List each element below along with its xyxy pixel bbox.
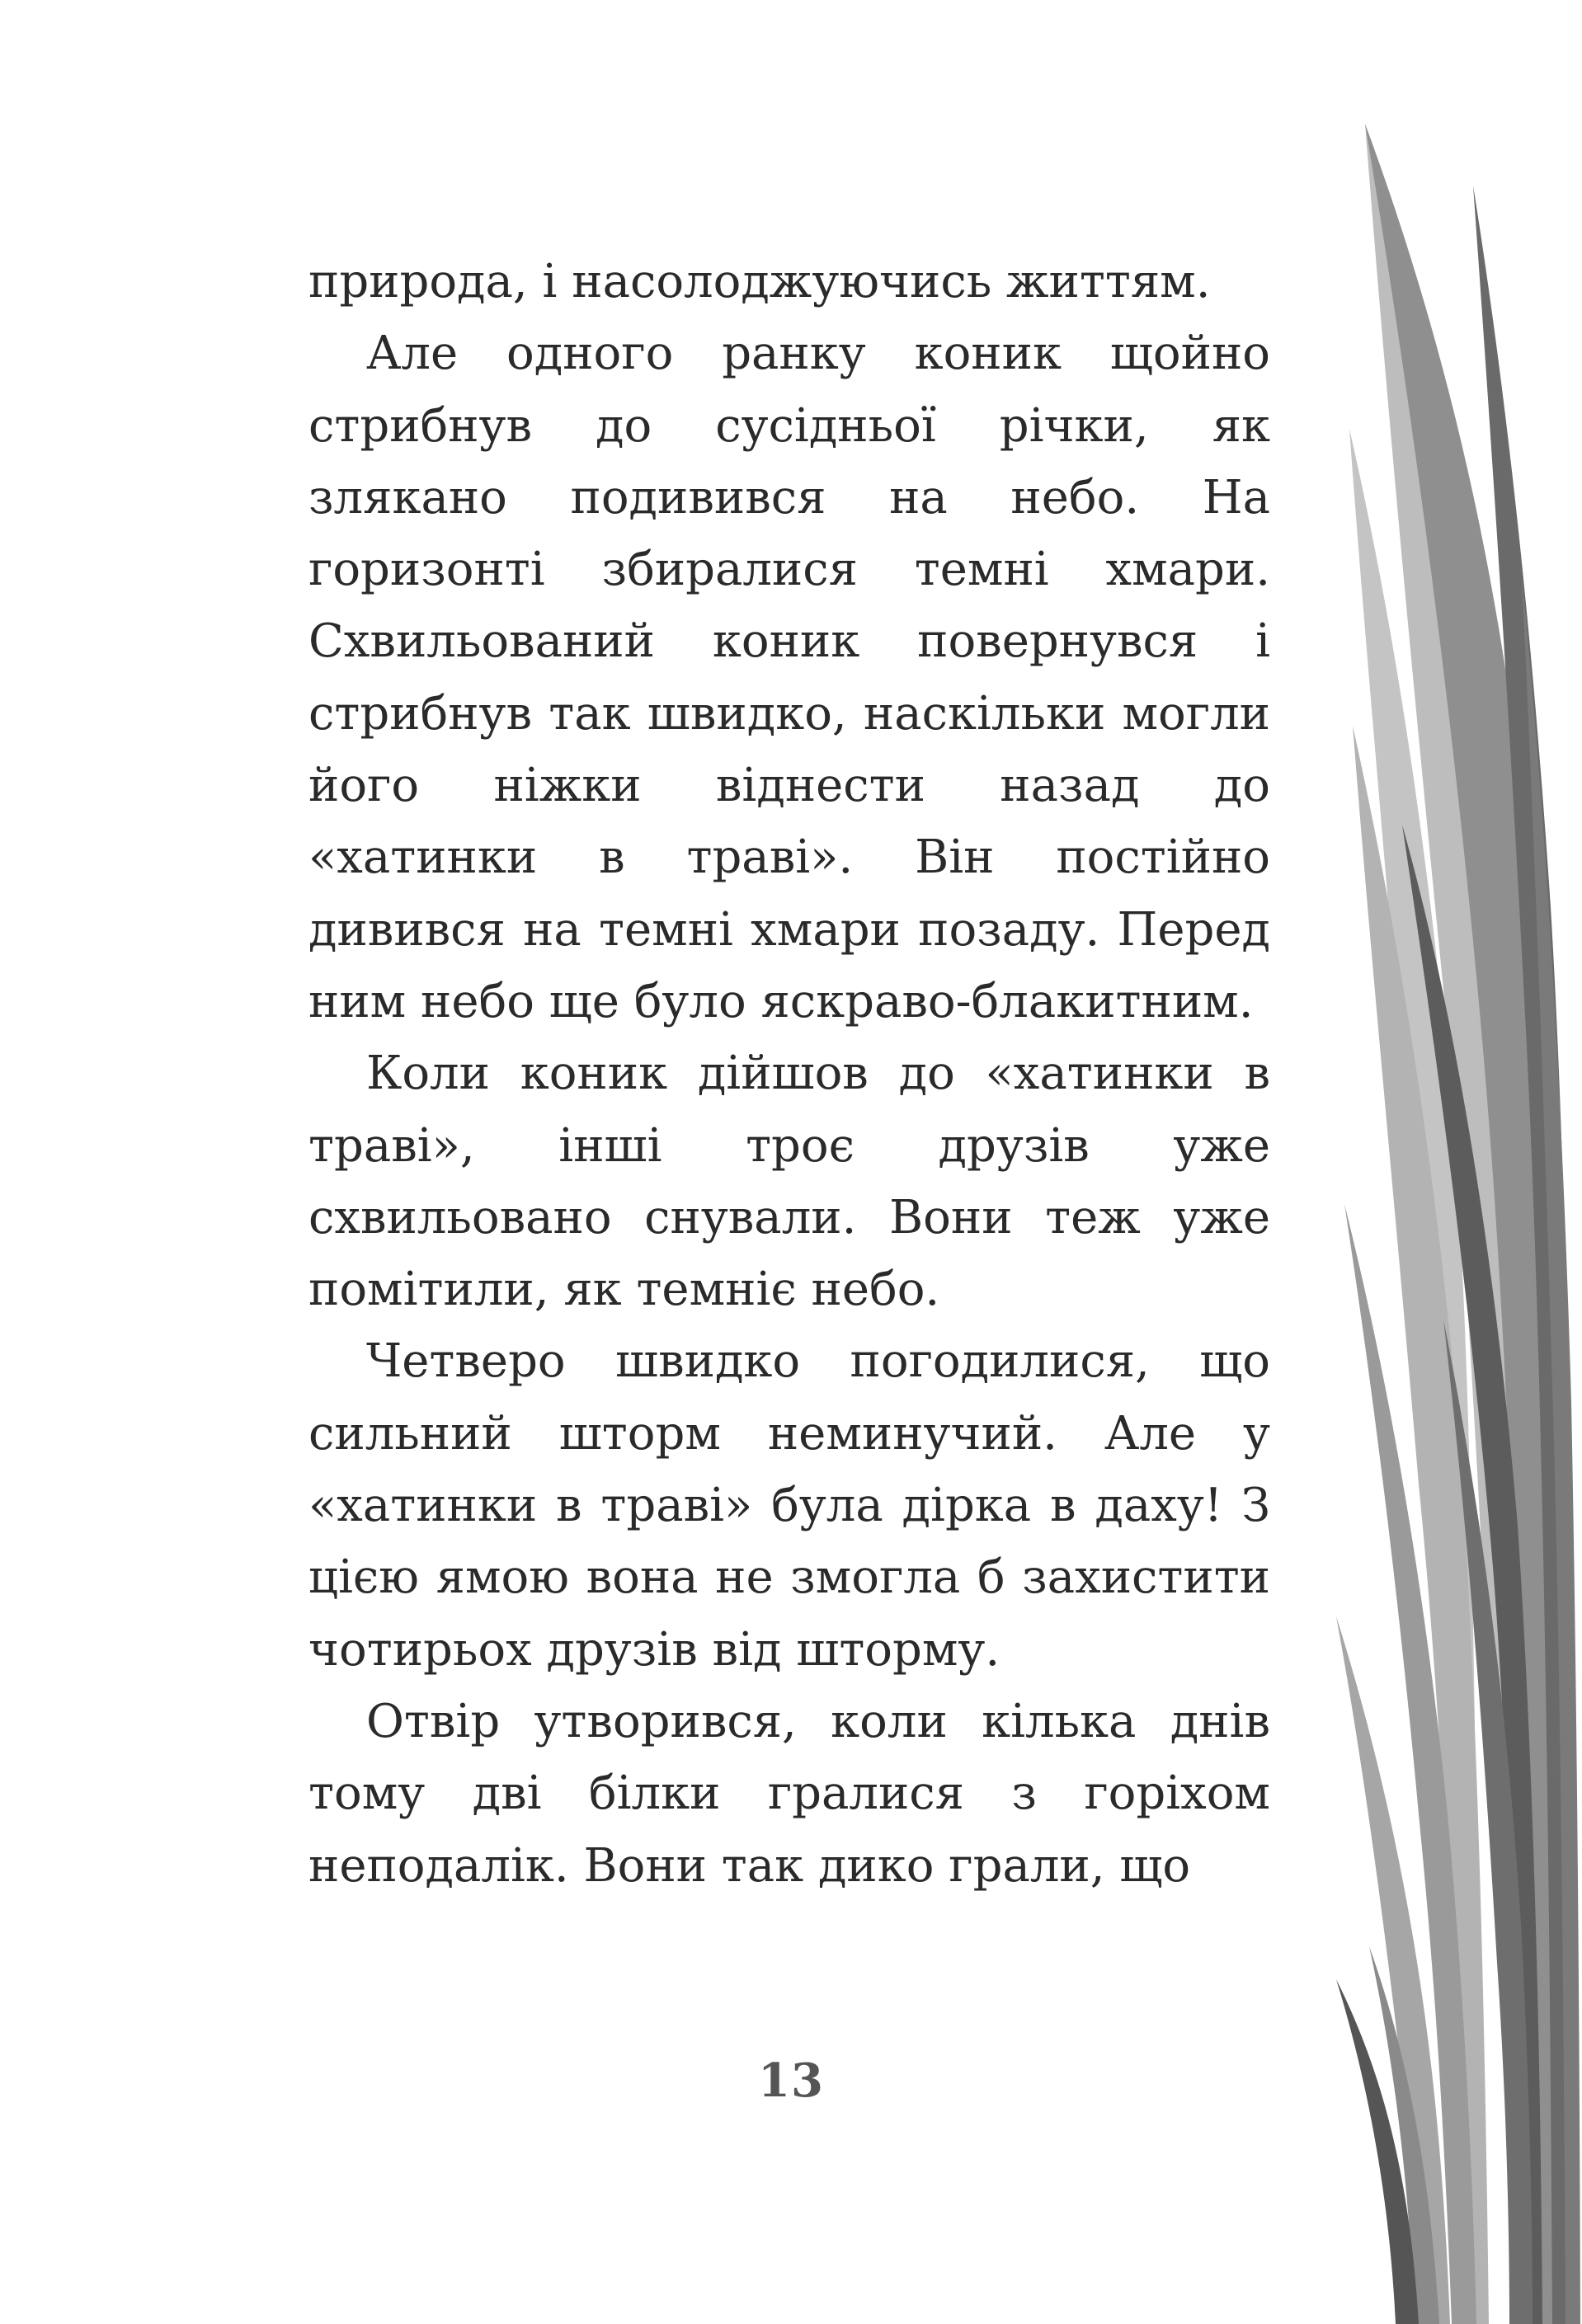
paragraph: природа, і насолоджуючись життям. bbox=[308, 255, 1211, 308]
page-number: 13 bbox=[758, 2053, 824, 2108]
paragraph: Четверо швидко погодилися, що сильний шторм неминучий. Але у «хатинки в траві» була дірка в даху! З цією ямою вона не змогла б захистити чотирьох друзів від шторму. bbox=[308, 1334, 1270, 1677]
paragraph: Отвір утворився, коли кілька днів тому дві білки гралися з горіхом неподалік. Вони так дико грали, що bbox=[308, 1694, 1270, 1893]
body-text bbox=[308, 246, 1270, 1902]
paragraph: Але одного ранку коник щойно стрибнув до сусідньої річки, як злякано подивився на небо. На горизонті збиралися темні хмари. Схвильований коник повернувся і стрибнув так швидко, наскільки могли його ніжки віднести назад до «хатинки в траві». Він постійно дивився на темні хмари позаду. Перед ним небо ще було яскраво-блакитним. bbox=[308, 327, 1270, 1028]
paragraph: Коли коник дійшов до «хатинки в траві», інші троє друзів уже схвильовано снували. Вони теж уже помітили, як темніє небо. bbox=[308, 1047, 1270, 1317]
